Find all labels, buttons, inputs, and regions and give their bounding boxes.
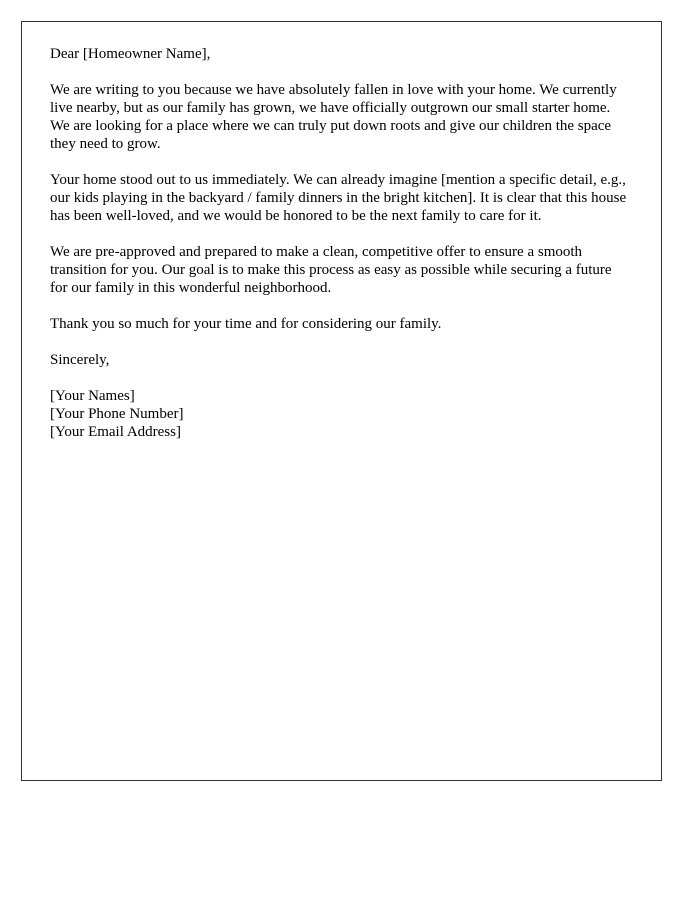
signature-phone: [Your Phone Number]: [50, 406, 184, 422]
paragraph-home-detail: Your home stood out to us immediately. We can already imagine [mention a specific detail, e.g., our kids playing in the backyard / family dinners in the bright kitchen]. It is clear that this house has been well-loved, and we would be honored to be the next family to care for it.: [50, 172, 627, 224]
salutation: Dear [Homeowner Name],: [50, 46, 211, 62]
paragraph-intro: We are writing to you because we have absolutely fallen in love with your home. We currently live nearby, but as our family has grown, we have officially outgrown our small starter home. We are looking for a place where we can truly put down roots and give our children the space they need to grow.: [50, 82, 617, 152]
paragraph-thanks: Thank you so much for your time and for considering our family.: [50, 316, 442, 332]
paragraph-offer: We are pre-approved and prepared to make a clean, competitive offer to ensure a smooth transition for you. Our goal is to make this process as easy as possible while securing a future for our family in this wonderful neighborhood.: [50, 244, 612, 296]
closing: Sincerely,: [50, 352, 110, 368]
signature-email: [Your Email Address]: [50, 424, 181, 440]
letter-document: [21, 21, 662, 781]
signature-names: [Your Names]: [50, 388, 135, 404]
signature-block: [50, 387, 631, 441]
